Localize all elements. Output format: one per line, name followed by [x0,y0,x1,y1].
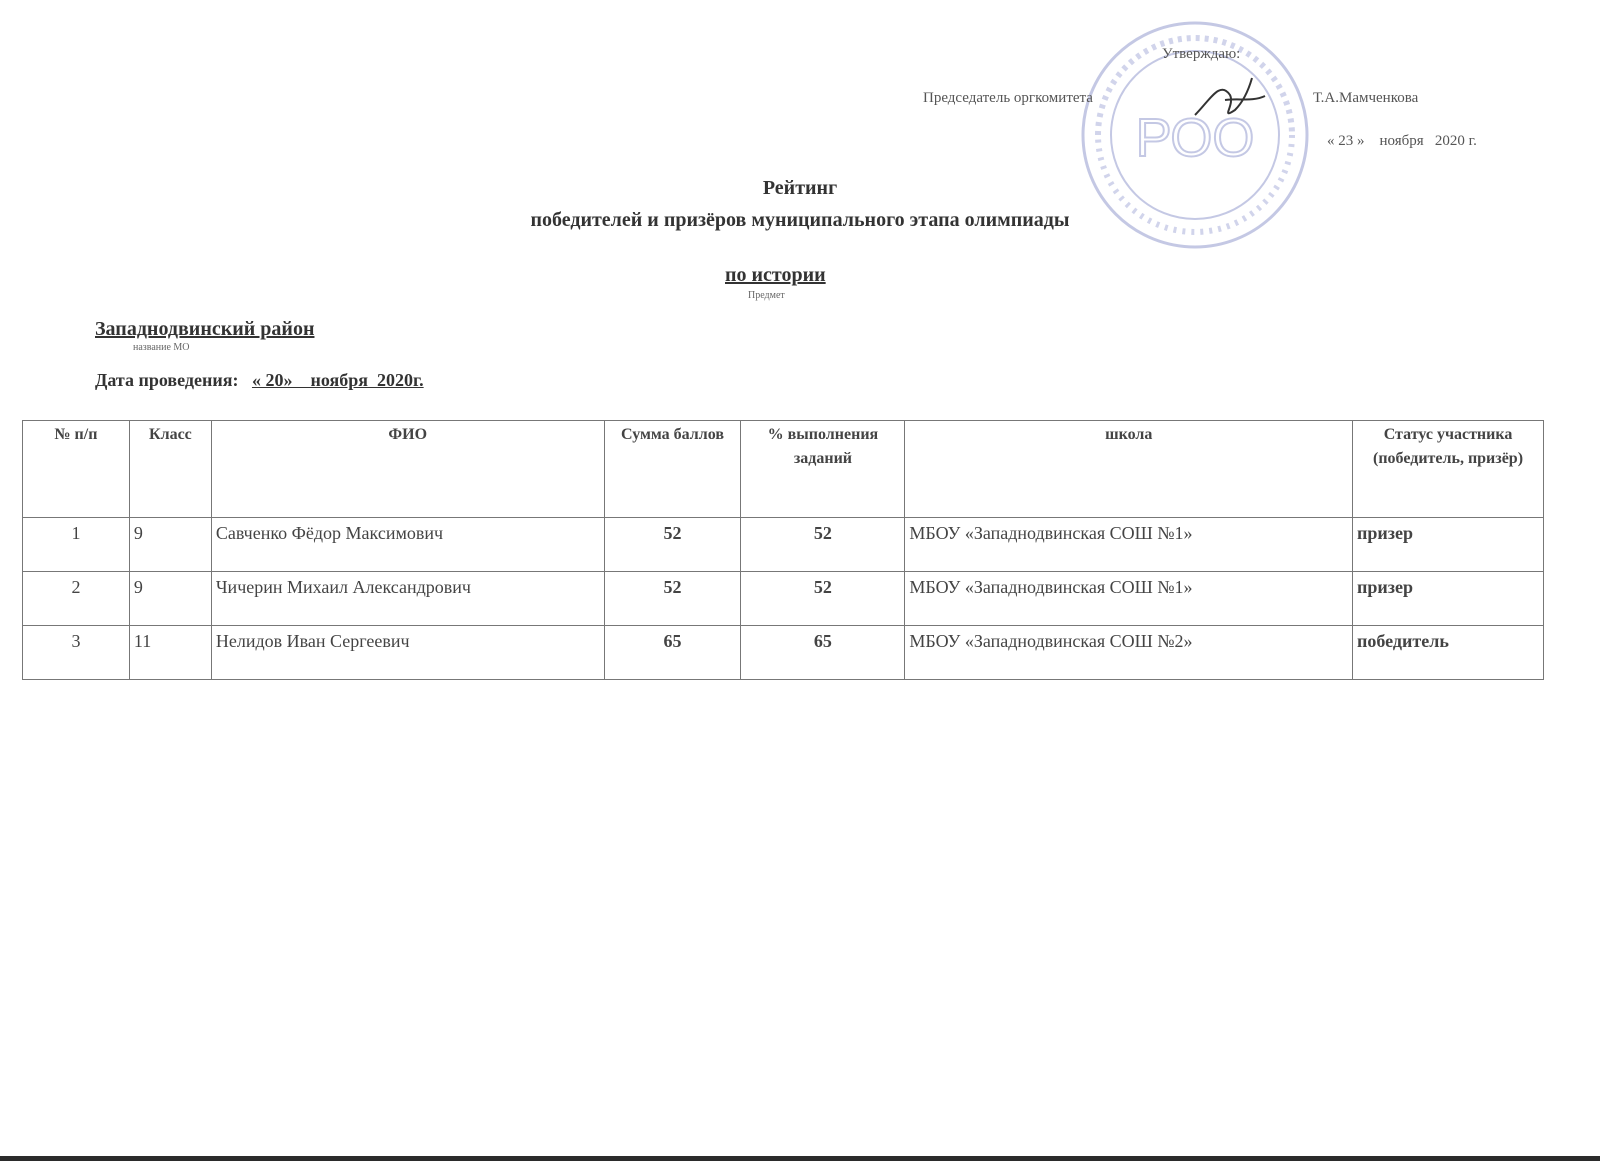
cell-score: 52 [604,572,741,626]
chair-name: Т.А.Мамченкова [1313,90,1419,106]
cell-pct: 52 [741,518,905,572]
cell-name: Савченко Фёдор Максимович [211,518,604,572]
cell-pct: 52 [741,572,905,626]
table-row [23,518,1544,572]
cell-name: Чичерин Михаил Александрович [211,572,604,626]
page-title: Рейтинг [762,177,838,199]
cell-num: 3 [23,626,130,680]
approval-date: « 23 » ноября 2020 г. [1327,133,1477,149]
cell-status: победитель [1353,626,1544,680]
cell-name: Нелидов Иван Сергеевич [211,626,604,680]
cell-status: призер [1353,518,1544,572]
table-header-row [23,421,1544,518]
cell-num: 1 [23,518,130,572]
signature [1190,70,1270,130]
chair-label: Председатель оргкомитета [923,90,1093,106]
header-school: школа [905,421,1353,518]
event-date-label: Дата проведения: [95,370,239,390]
svg-text:РОО: РОО [1135,108,1255,168]
cell-num: 2 [23,572,130,626]
cell-school: МБОУ «Западнодвинская СОШ №1» [905,572,1353,626]
header-name: ФИО [211,421,604,518]
table-row [23,626,1544,680]
header-num: № п/п [23,421,130,518]
table-row [23,572,1544,626]
header-class: Класс [129,421,211,518]
district-caption: название МО [133,342,190,353]
header-pct: % выполнения заданий [741,421,905,518]
cell-class: 11 [129,626,211,680]
event-date-value: « 20» ноября 2020г. [251,370,424,390]
page-subtitle: победителей и призёров муниципального этапа олимпиады [530,209,1070,231]
header-score: Сумма баллов [604,421,741,518]
cell-class: 9 [129,572,211,626]
cell-class: 9 [129,518,211,572]
results-table [22,420,1544,680]
district: Западнодвинский район [95,318,315,340]
cell-pct: 65 [741,626,905,680]
event-date-line [95,370,424,391]
scan-edge [0,1156,1600,1161]
cell-school: МБОУ «Западнодвинская СОШ №2» [905,626,1353,680]
subject-caption: Предмет [748,290,785,301]
cell-score: 52 [604,518,741,572]
header-status: Статус участника (победитель, призёр) [1353,421,1544,518]
cell-status: призер [1353,572,1544,626]
approve-label: Утверждаю: [1162,46,1241,62]
cell-score: 65 [604,626,741,680]
subject: по истории [725,264,826,286]
cell-school: МБОУ «Западнодвинская СОШ №1» [905,518,1353,572]
